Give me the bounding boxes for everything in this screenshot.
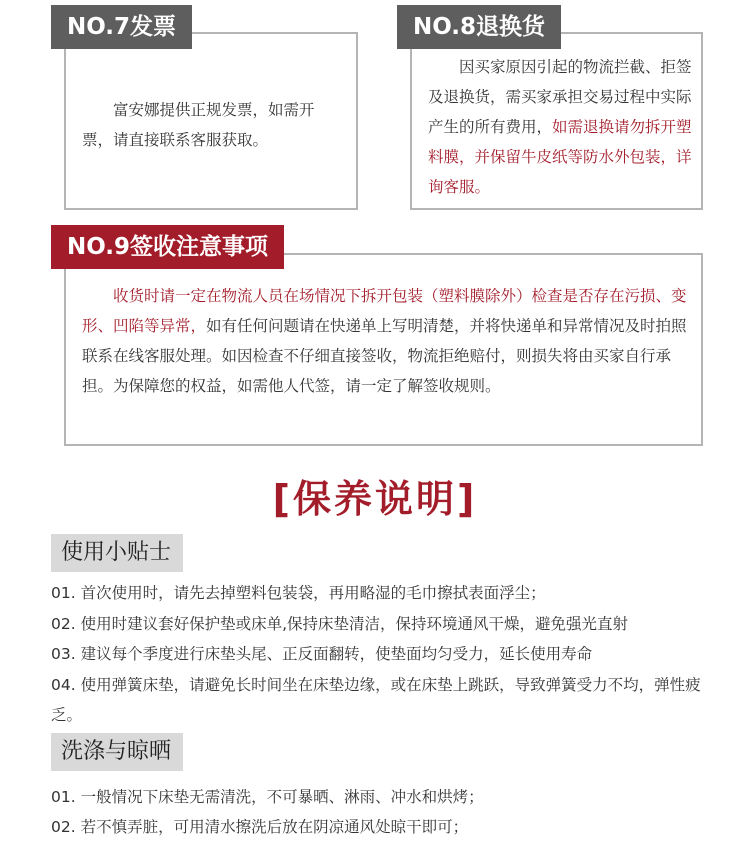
return-text-highlight: 如需退换请勿拆开塑料膜，并保留牛皮纸等防水外包装，详询客服。 — [428, 118, 692, 196]
return-tab: NO.8退换货 — [397, 5, 561, 49]
return-text-normal: 因买家原因引起的物流拦截、拒签及退换货，需买家承担交易过程中实际产生的所有费用， — [428, 58, 692, 136]
receipt-text-normal: 如有任何问题请在快递单上写明清楚，并将快递单和异常情况及时拍照联系在线客服处理。如因检查不仔细直接签收，物流拒绝赔付，则损失将由买家自行承担。为保障您的权益，如需他人代签，请一定了解签收规则。 — [82, 317, 687, 395]
return-text — [428, 52, 692, 202]
receipt-text — [82, 281, 688, 401]
usage-heading: 使用小贴士 — [51, 534, 183, 572]
receipt-text-highlight: 收货时请一定在物流人员在场情况下拆开包装（塑料膜除外）检查是否存在污损、变形、凹陷等异常， — [82, 287, 687, 335]
invoice-tab: NO.7发票 — [51, 5, 192, 49]
usage-item-3: 03. 建议每个季度进行床垫头尾、正反面翻转，使垫面均匀受力，延长使用寿命 — [51, 645, 593, 663]
washing-heading: 洗涤与晾晒 — [51, 733, 183, 771]
invoice-text — [82, 95, 344, 155]
usage-item-1: 01. 首次使用时，请先去掉塑料包装袋，再用略湿的毛巾擦拭表面浮尘； — [51, 584, 546, 602]
washing-item-1: 01. 一般情况下床垫无需清洗，不可暴晒、淋雨、冲水和烘烤； — [51, 788, 484, 806]
washing-item-2: 02. 若不慎弄脏，可用清水擦洗后放在阴凉通风处晾干即可； — [51, 818, 469, 836]
usage-item-4: 04. 使用弹簧床垫，请避免长时间坐在床垫边缘，或在床垫上跳跃，导致弹簧受力不均，弹性疲乏。 — [51, 676, 701, 724]
care-title: [保养说明] — [272, 477, 478, 521]
invoice-text-body: 富安娜提供正规发票，如需开票，请直接联系客服获取。 — [82, 101, 315, 149]
receipt-tab: NO.9签收注意事项 — [51, 225, 284, 269]
usage-item-2: 02. 使用时建议套好保护垫或床单,保持床垫清洁，保持环境通风干燥，避免强光直射 — [51, 615, 629, 633]
